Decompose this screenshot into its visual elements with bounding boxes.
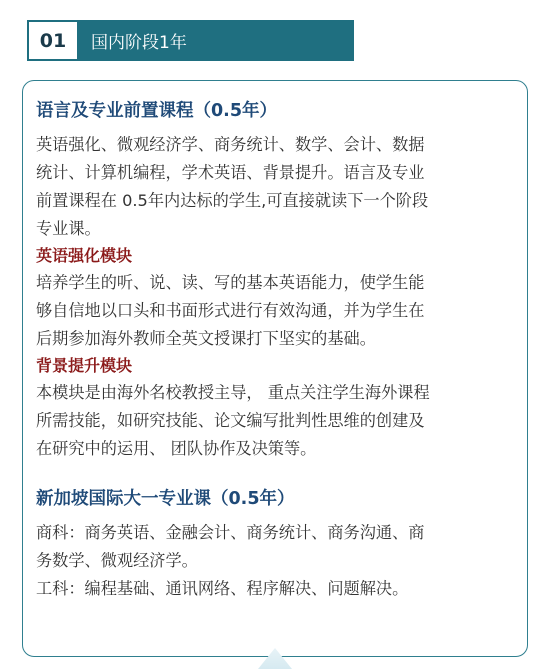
stage-number: 01 [27, 20, 77, 61]
intro-line: 统计、计算机编程，学术英语、背景提升。语言及专业 [36, 163, 425, 182]
section-title-singapore: 新加坡国际大一专业课（0.5年） [36, 489, 295, 509]
intro-line: 英语强化、微观经济学、商务统计、数学、会计、数据 [36, 135, 425, 154]
module-title-english: 英语强化模块 [36, 246, 133, 265]
engineering-line: 工科：编程基础、通讯网络、程序解决、问题解决。 [36, 579, 409, 598]
intro-line: 专业课。 [36, 219, 101, 238]
section-spacer [36, 463, 515, 485]
course-card [22, 80, 528, 657]
business-line: 商科：商务英语、金融会计、商务统计、商务沟通、商 [36, 523, 425, 542]
stage-header [27, 20, 354, 61]
module-title-background: 背景提升模块 [36, 356, 133, 375]
section-title-prep: 语言及专业前置课程（0.5年） [36, 101, 278, 121]
module-english-line: 后期参加海外教师全英文授课打下坚实的基础。 [36, 329, 376, 348]
module-background-line: 本模块是由海外名校教授主导， 重点关注学生海外课程 [36, 383, 430, 402]
business-line: 务数学、微观经济学。 [36, 551, 198, 570]
intro-line: 前置课程在 0.5年内达标的学生,可直接就读下一个阶段 [36, 191, 429, 210]
module-english-line: 够自信地以口头和书面形式进行有效沟通，并为学生在 [36, 301, 425, 320]
module-english-line: 培养学生的听、说、读、写的基本英语能力，使学生能 [36, 273, 425, 292]
module-background-line: 在研究中的运用、 团队协作及决策等。 [36, 439, 317, 458]
module-background-line: 所需技能，如研究技能、论文编写批判性思维的创建及 [36, 411, 425, 430]
stage-title: 国内阶段1年 [77, 20, 354, 61]
